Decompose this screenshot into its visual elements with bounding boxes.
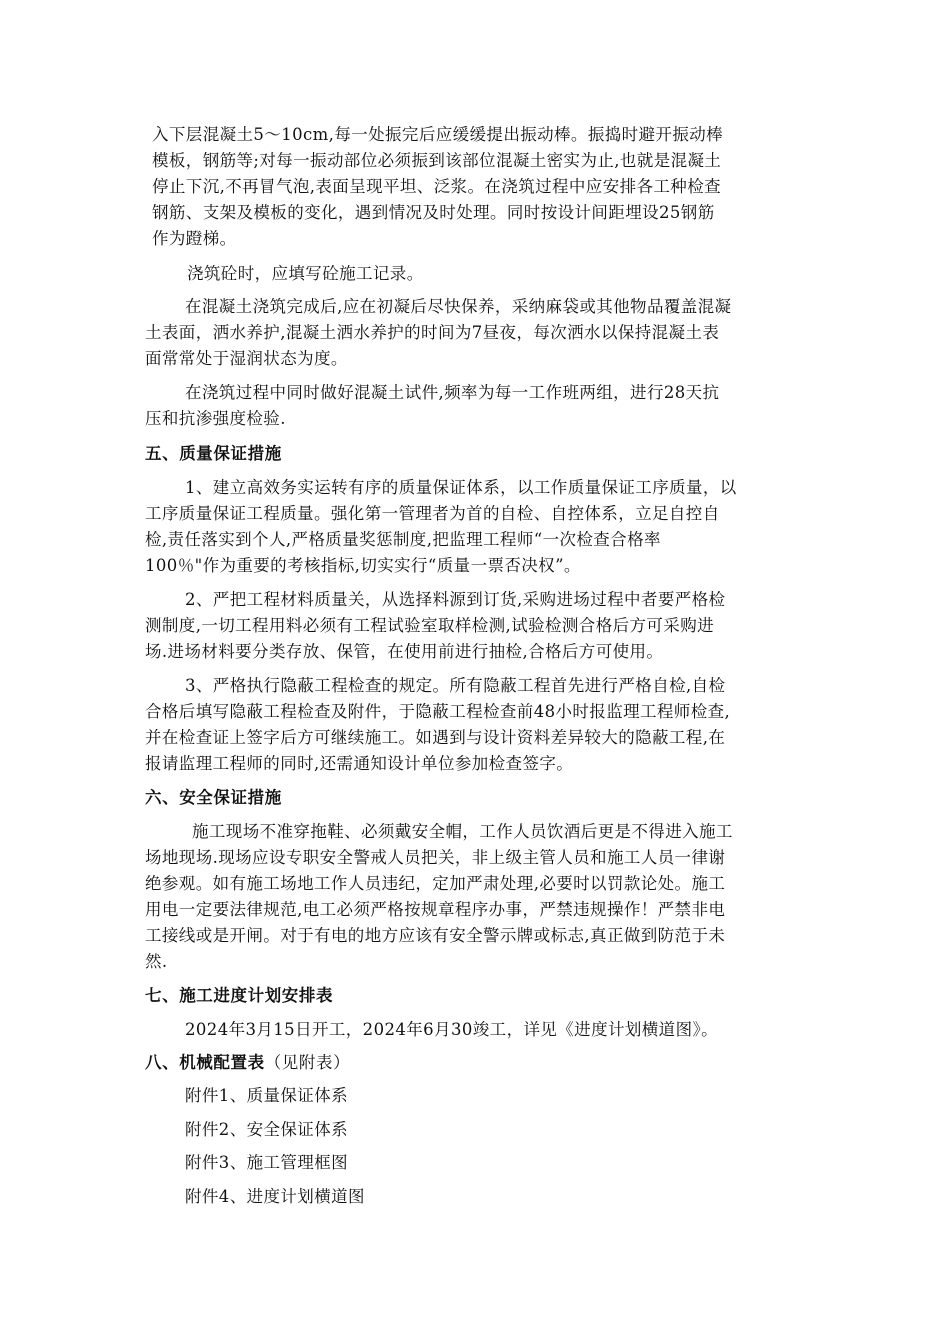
paragraph-line: 报请监理工程师的同时,还需通知设计单位参加检查签字。 [145, 754, 574, 773]
paragraph-line: 检,责任落实到个人,严格质量奖惩制度,把监理工程师“一次检查合格率 [145, 530, 661, 549]
section-heading-text: 八、机械配置表 [145, 1053, 265, 1072]
paragraph-line: 100％"作为重要的考核指标,切实实行“质量一票否决权”。 [145, 556, 581, 575]
paragraph-line: 模板，钢筋等;对每一振动部位必须振到该部位混凝土密实为止,也就是混凝土 [152, 151, 722, 170]
paragraph-line: 合格后填写隐蔽工程检查及附件，于隐蔽工程检查前48小时报监理工程师检查, [145, 702, 731, 721]
section-heading-note: （见附表） [264, 1053, 351, 1072]
paragraph-line: 施工现场不准穿拖鞋、必须戴安全帽，工作人员饮酒后更是不得进入施工 [192, 822, 733, 841]
section-heading: 六、安全保证措施 [145, 788, 282, 807]
paragraph-line: 浇筑砼时，应填写砼施工记录。 [187, 264, 424, 283]
attachment-item: 附件1、质量保证体系 [185, 1086, 348, 1105]
attachment-item: 附件2、安全保证体系 [185, 1120, 348, 1139]
section-heading: 五、质量保证措施 [145, 444, 282, 463]
attachment-item: 附件3、施工管理框图 [185, 1153, 348, 1172]
paragraph-line: 3、严格执行隐蔽工程检查的规定。所有隐蔽工程首先进行严格自检,自检 [185, 676, 726, 695]
paragraph-line: 场.进场材料要分类存放、保管，在使用前进行抽检,合格后方可使用。 [145, 642, 664, 661]
paragraph-line: 并在检查证上签字后方可继续施工。如遇到与设计资料差异较大的隐蔽工程,在 [145, 728, 726, 747]
paragraph-line: 压和抗渗强度检验. [145, 409, 286, 428]
paragraph-line: 作为蹬梯。 [152, 229, 237, 248]
paragraph-line: 场地现场.现场应设专职安全警戒人员把关，非上级主管人员和施工人员一律谢 [145, 848, 726, 867]
paragraph-line: 用电一定要法律规范,电工必须严格按规章程序办事，严禁违规操作！严禁非电 [145, 900, 726, 919]
paragraph-line: 2024年3月15日开工，2024年6月30竣工，详见《进度计划横道图》。 [185, 1020, 719, 1039]
paragraph-line: 土表面，洒水养护,混凝土洒水养护的时间为7昼夜，每次洒水以保持混凝土表 [145, 323, 720, 342]
paragraph-line: 2、严把工程材料质量关，从选择料源到订货,采购进场过程中者要严格检 [185, 590, 726, 609]
paragraph-line: 1、建立高效务实运转有序的质量保证体系，以工作质量保证工序质量，以 [185, 478, 737, 497]
paragraph-line: 然. [145, 952, 168, 971]
paragraph-line: 测制度,一切工程用料必须有工程试验室取样检测,试验检测合格后方可采购进 [145, 616, 714, 635]
section-heading [145, 1052, 350, 1074]
paragraph-line: 在浇筑过程中同时做好混凝土试件,频率为每一工作班两组，进行28天抗 [185, 383, 720, 402]
paragraph-line: 入下层混凝土5～10cm,每一处振完后应缓缓提出振动棒。振捣时避开振动棒 [152, 125, 724, 144]
paragraph-line: 停止下沉,不再冒气泡,表面呈现平坦、泛浆。在浇筑过程中应安排各工种检查 [152, 177, 721, 196]
paragraph-line: 工序质量保证工程质量。强化第一管理者为首的自检、自控体系，立足自控自 [145, 504, 720, 523]
paragraph-line: 面常常处于湿润状态为度。 [145, 349, 348, 368]
paragraph-line: 工接线或是开闸。对于有电的地方应该有安全警示牌或标志,真正做到防范于未 [145, 926, 726, 945]
section-heading: 七、施工进度计划安排表 [145, 986, 334, 1005]
paragraph-line: 钢筋、支架及模板的变化，遇到情况及时处理。同时按设计间距埋设25钢筋 [152, 203, 715, 222]
paragraph-line: 在混凝土浇筑完成后,应在初凝后尽快保养，采纳麻袋或其他物品覆盖混凝 [185, 297, 732, 316]
paragraph-line: 绝参观。如有施工场地工作人员违纪，定加严肃处理,必要时以罚款论处。施工 [145, 874, 726, 893]
attachment-item: 附件4、进度计划横道图 [185, 1187, 365, 1206]
